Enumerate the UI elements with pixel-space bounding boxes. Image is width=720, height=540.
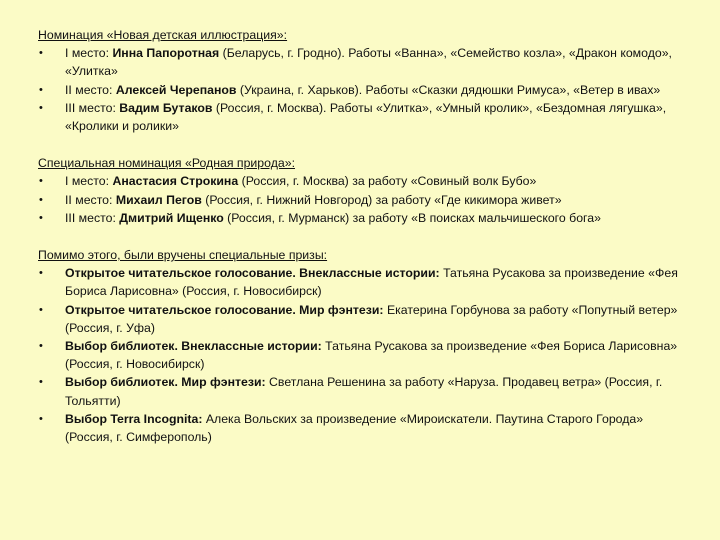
list-item xyxy=(38,99,688,135)
section-new-childrens-illustration xyxy=(38,26,688,135)
bullet-icon: • xyxy=(39,340,43,353)
section-special-prizes xyxy=(38,246,688,446)
award-title: Выбор Terra Incognita: xyxy=(65,411,206,426)
list-item xyxy=(38,81,688,99)
winner-name: Анастасия Строкина xyxy=(112,174,242,189)
award-details: Алека Вольских за произведение «Мироискатели. Паутина Старого Города» (Россия, г. Симферополь) xyxy=(65,411,644,445)
bullet-icon: • xyxy=(39,267,43,280)
bullet-icon: • xyxy=(39,211,43,224)
list-item xyxy=(38,337,688,373)
place-label: III место: xyxy=(65,210,120,225)
award-details: Татьяна Русакова за произведение «Фея Бориса Ларисовна» (Россия, г. Новосибирск) xyxy=(65,266,678,299)
list-item xyxy=(38,410,688,446)
section-heading: Номинация «Новая детская иллюстрация»: xyxy=(38,28,288,42)
award-title: Выбор библиотек. Внеклассные истории: xyxy=(65,339,326,354)
winner-name: Алексей Черепанов xyxy=(115,82,240,97)
place-label: II место: xyxy=(65,82,116,97)
award-title: Выбор библиотек. Мир фэнтези: xyxy=(65,375,270,390)
winner-name: Инна Папоротная xyxy=(112,46,223,61)
winner-name: Вадим Бутаков xyxy=(119,100,216,115)
winner-details: (Украина, г. Харьков). Работы «Сказки дядюшки Римуса», «Ветер в ивах» xyxy=(239,82,661,97)
bullet-icon: • xyxy=(39,376,43,389)
list-item xyxy=(38,301,688,337)
prizes-list xyxy=(38,264,688,446)
place-label: I место: xyxy=(65,174,113,189)
list-item xyxy=(38,209,688,227)
winner-details: (Беларусь, г. Гродно). Работы «Ванна», «Семейство козла», «Дракон комодо», «Улитка» xyxy=(65,46,672,79)
list-item xyxy=(38,44,688,80)
award-details: Светлана Решенина за работу «Наруза. Продавец ветра» (Россия, г. Тольятти) xyxy=(65,375,663,408)
winner-details: (Россия, г. Москва). Работы «Улитка», «Умный кролик», «Бездомная лягушка», «Кролики и ролики» xyxy=(65,100,667,134)
bullet-icon: • xyxy=(39,83,43,96)
award-details: Екатерина Горбунова за работу «Попутный ветер» (Россия, г. Уфа) xyxy=(65,302,678,335)
winner-name: Дмитрий Ищенко xyxy=(119,210,228,225)
bullet-icon: • xyxy=(39,303,43,316)
section-heading: Специальная номинация «Родная природа»: xyxy=(38,156,295,171)
bullet-icon: • xyxy=(39,101,43,114)
bullet-icon: • xyxy=(39,193,43,206)
winner-name: Михаил Пегов xyxy=(115,192,206,207)
bullet-icon: • xyxy=(39,175,43,188)
winners-list xyxy=(38,172,688,227)
winner-details: (Россия, г. Нижний Новгород) за работу «Где кикимора живет» xyxy=(205,192,562,207)
list-item xyxy=(38,264,688,300)
bullet-icon: • xyxy=(39,47,43,60)
place-label: I место: xyxy=(65,46,113,61)
section-heading: Помимо этого, были вручены специальные призы: xyxy=(38,248,328,263)
award-details: Татьяна Русакова за произведение «Фея Бориса Ларисовна» (Россия, г. Новосибирск) xyxy=(65,339,678,372)
winners-list xyxy=(38,44,688,135)
slide-content xyxy=(38,26,688,446)
award-title: Открытое читательское голосование. Внеклассные истории: xyxy=(65,266,444,281)
list-item xyxy=(38,191,688,209)
bullet-icon: • xyxy=(39,412,43,425)
winner-details: (Россия, г. Мурманск) за работу «В поисках мальчишеского бога» xyxy=(227,210,601,225)
award-title: Открытое читательское голосование. Мир фэнтези: xyxy=(65,302,387,317)
list-item xyxy=(38,373,688,409)
place-label: II место: xyxy=(65,192,116,207)
place-label: III место: xyxy=(65,100,120,115)
winner-details: (Россия, г. Москва) за работу «Совиный волк Бубо» xyxy=(241,174,537,189)
section-native-nature xyxy=(38,154,688,227)
list-item xyxy=(38,172,688,190)
